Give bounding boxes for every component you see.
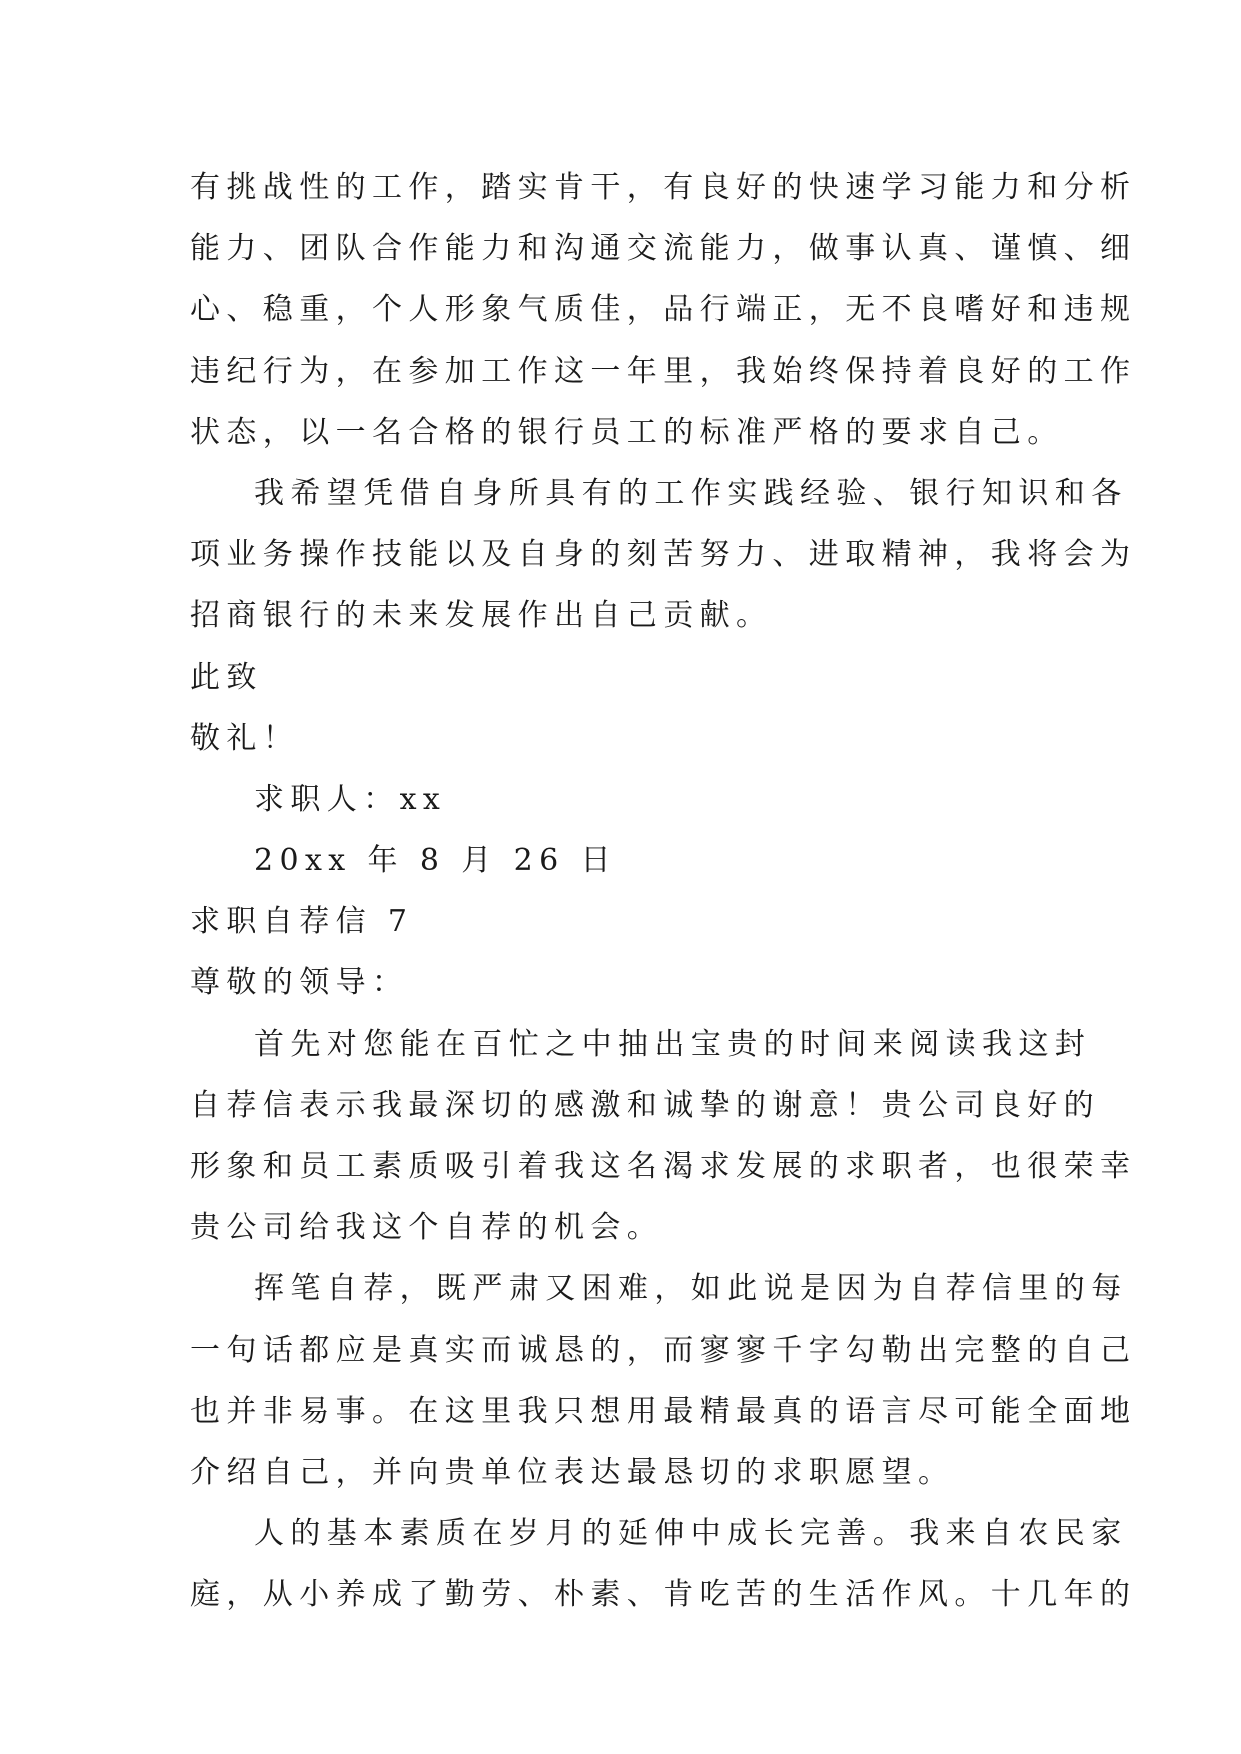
closing-regards: 敬礼！ bbox=[190, 720, 300, 756]
paragraph-start-line: 挥笔自荐，既严肃又困难，如此说是因为自荐信里的每 bbox=[254, 1271, 1128, 1307]
closing-salutation: 此致 bbox=[190, 659, 263, 695]
text-line: 形象和员工素质吸引着我这名渴求发展的求职者，也很荣幸 bbox=[190, 1149, 1137, 1184]
greeting-line: 尊敬的领导： bbox=[190, 965, 409, 1001]
text-line: 心、稳重，个人形象气质佳，品行端正，无不良嗜好和违规 bbox=[190, 292, 1137, 328]
text-line: 状态，以一名合格的银行员工的标准严格的要求自己。 bbox=[190, 414, 1064, 450]
text-line: 招商银行的未来发展作出自己贡献。 bbox=[190, 598, 773, 634]
paragraph-start-line: 人的基本素质在岁月的延伸中成长完善。我来自农民家 bbox=[254, 1516, 1128, 1552]
text-line: 有挑战性的工作，踏实肯干，有良好的快速学习能力和分析 bbox=[190, 170, 1137, 205]
letter-body bbox=[190, 157, 1137, 1626]
section-title: 求职自荐信 7 bbox=[190, 904, 414, 940]
text-line: 也并非易事。在这里我只想用最精最真的语言尽可能全面地 bbox=[190, 1393, 1137, 1429]
paragraph-start-line: 我希望凭借自身所具有的工作实践经验、银行知识和各 bbox=[254, 475, 1128, 511]
text-line: 能力、团队合作能力和沟通交流能力，做事认真、谨慎、细 bbox=[190, 231, 1137, 267]
text-line: 介绍自己，并向贵单位表达最恳切的求职愿望。 bbox=[190, 1454, 955, 1490]
text-line: 自荐信表示我最深切的感激和诚挚的谢意！贵公司良好的 bbox=[190, 1087, 1100, 1123]
paragraph-start-line: 首先对您能在百忙之中抽出宝贵的时间来阅读我这封 bbox=[254, 1026, 1092, 1062]
text-line: 贵公司给我这个自荐的机会。 bbox=[190, 1210, 664, 1246]
text-line: 违纪行为，在参加工作这一年里，我始终保持着良好的工作 bbox=[190, 353, 1137, 389]
signature-line: 求职人：xx bbox=[254, 781, 447, 817]
date-line: 20xx 年 8 月 26 日 bbox=[254, 843, 617, 879]
text-line: 庭，从小养成了勤劳、朴素、肯吃苦的生活作风。十几年的 bbox=[190, 1577, 1137, 1613]
text-line: 项业务操作技能以及自身的刻苦努力、进取精神，我将会为 bbox=[190, 537, 1137, 573]
text-line: 一句话都应是真实而诚恳的，而寥寥千字勾勒出完整的自己 bbox=[190, 1332, 1137, 1368]
